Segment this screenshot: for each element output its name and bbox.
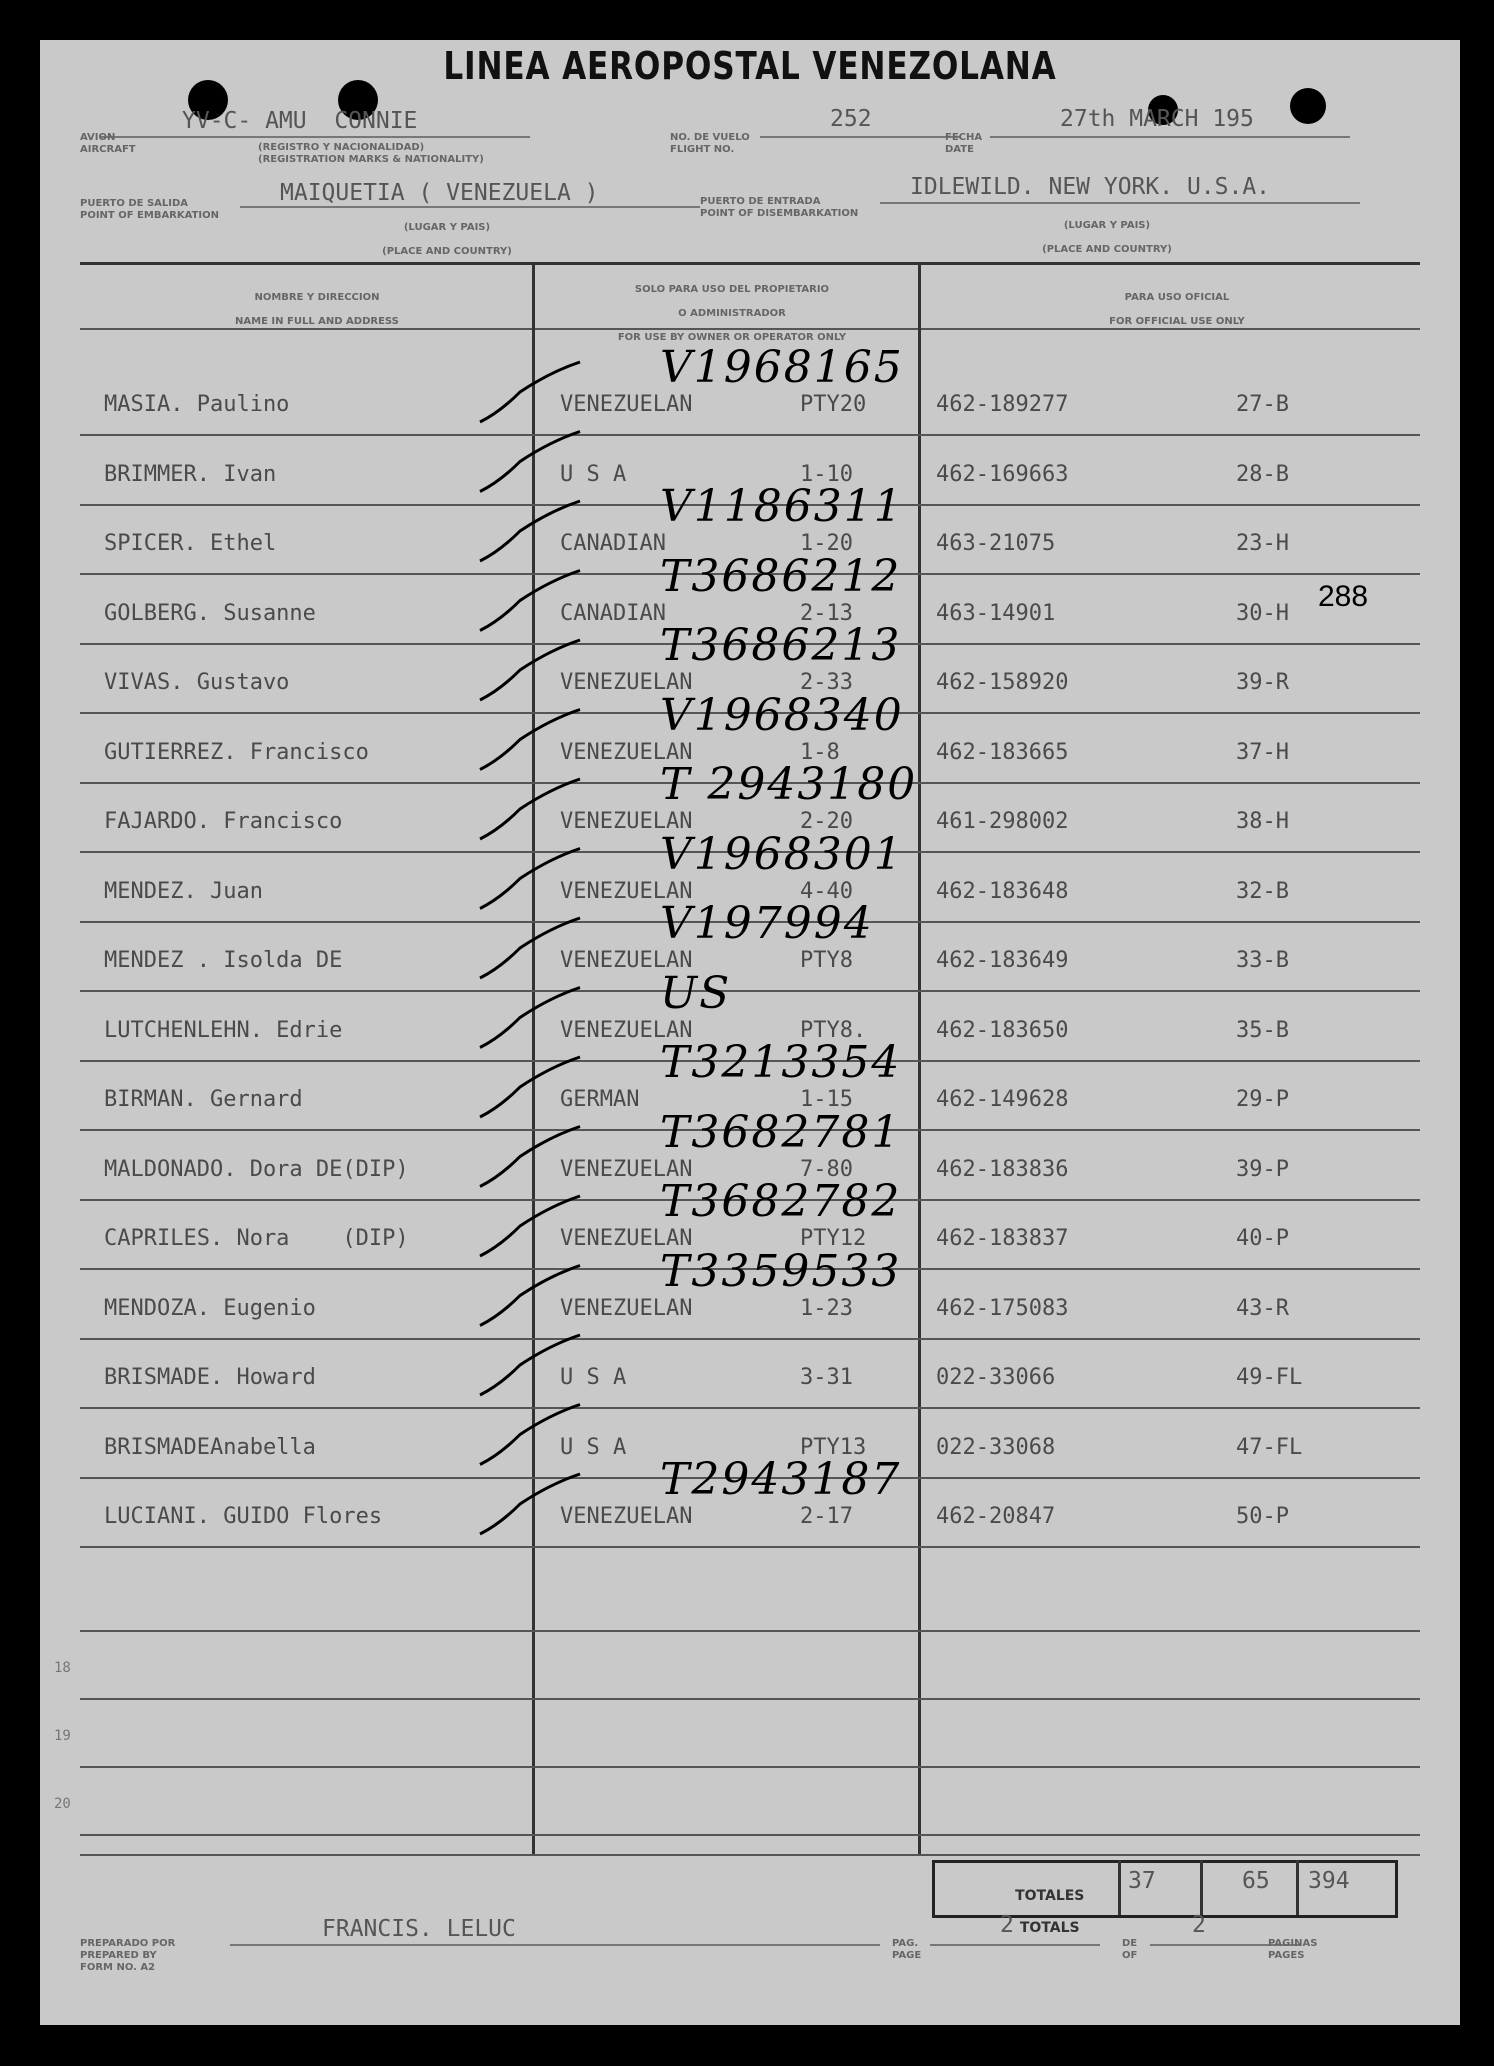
arrival-value: IDLEWILD. NEW YORK. U.S.A. [910, 174, 1271, 200]
passenger-name: MENDEZ. Juan [104, 878, 263, 904]
place-label-en: (PLACE AND COUNTRY) [382, 246, 512, 257]
ticket-number: 462-189277 [936, 392, 1069, 417]
passenger-nationality: VENEZUELAN [560, 1017, 693, 1043]
totals-label [980, 1872, 1100, 1952]
official-header-en: FOR OFFICIAL USE ONLY [1109, 316, 1245, 327]
handwritten-annotation: T3359533 [660, 1245, 902, 1297]
passenger-code: 2-13 [800, 600, 853, 626]
passenger-nationality: VENEZUELAN [560, 1295, 693, 1321]
passenger-code: 1-8 [800, 739, 840, 765]
passenger-nationality: GERMAN [560, 1087, 640, 1112]
row-separator [80, 434, 1420, 436]
official-header-es: PARA USO OFICIAL [1124, 292, 1230, 303]
row-separator [80, 990, 1420, 992]
of-value: 2 [1192, 1912, 1206, 1938]
seat-code: 32-B [1236, 878, 1289, 904]
name-header-en: NAME IN FULL AND ADDRESS [235, 316, 399, 327]
passenger-nationality: VENEZUELAN [560, 1504, 693, 1529]
handwritten-annotation: US [660, 967, 732, 1019]
ticket-number: 462-183836 [936, 1156, 1069, 1182]
passenger-name: LUCIANI. GUIDO Flores [104, 1504, 383, 1529]
row-separator [80, 1766, 1420, 1768]
passenger-nationality: VENEZUELAN [560, 878, 693, 904]
ticket-number: 462-169663 [936, 461, 1069, 487]
seat-code: 30-H [1236, 600, 1289, 626]
place-label-es: (LUGAR Y PAIS) [1063, 220, 1151, 231]
aircraft-label-es: AVION [80, 132, 116, 143]
ticket-number: 462-20847 [936, 1504, 1056, 1529]
page-label-es: PAG. [892, 1938, 919, 1949]
aircraft-underline [100, 136, 530, 138]
passenger-nationality: CANADIAN [560, 600, 666, 626]
totals-divider [1200, 1860, 1203, 1915]
passenger-name: FAJARDO. Francisco [104, 809, 343, 834]
departure-label-es: PUERTO DE SALIDA [80, 198, 189, 209]
registration-label-en: (REGISTRATION MARKS & NATIONALITY) [258, 154, 484, 165]
prepared-by-label-es: PREPARADO POR [80, 1938, 176, 1949]
handwritten-annotation: V1968301 [660, 828, 904, 880]
ticket-number: 462-183837 [936, 1226, 1069, 1251]
passenger-name: BRISMADE. Howard [104, 1365, 316, 1390]
total-value: 394 [1308, 1868, 1350, 1894]
total-value: 65 [1242, 1868, 1270, 1894]
departure-value: MAIQUETIA ( VENEZUELA ) [280, 180, 599, 206]
passenger-code: 7-80 [800, 1156, 853, 1182]
passenger-nationality: VENEZUELAN [560, 1156, 693, 1182]
seat-code: 33-B [1236, 948, 1289, 973]
registration-label-es: (REGISTRO Y NACIONALIDAD) [258, 142, 425, 153]
passenger-code: 2-20 [800, 809, 853, 834]
row-separator [80, 1338, 1420, 1340]
passenger-code: 1-10 [800, 461, 853, 487]
seat-code: 38-H [1236, 809, 1289, 834]
seat-code: 35-B [1236, 1017, 1289, 1043]
name-header-es: NOMBRE Y DIRECCION [254, 292, 380, 303]
departure-label-en: POINT OF EMBARKATION [80, 210, 220, 221]
row-separator [80, 1546, 1420, 1548]
passenger-name: MALDONADO. Dora DE(DIP) [104, 1156, 409, 1182]
handwritten-annotation: V197994 [660, 898, 874, 949]
seat-code: 43-R [1236, 1295, 1289, 1321]
date-underline [990, 136, 1350, 138]
passenger-name: BRIMMER. Ivan [104, 461, 277, 487]
passenger-nationality: U S A [560, 1434, 627, 1460]
passenger-code: 1-20 [800, 531, 853, 556]
ticket-number: 463-14901 [936, 600, 1056, 626]
passenger-nationality: VENEZUELAN [560, 1226, 693, 1251]
flight-underline [760, 136, 960, 138]
row-separator [80, 1630, 1420, 1632]
passenger-nationality: VENEZUELAN [560, 809, 693, 834]
form-number: FORM NO. A2 [80, 1962, 156, 1973]
ticket-number: 022-33068 [936, 1434, 1056, 1460]
seat-code: 40-P [1236, 1226, 1289, 1251]
aircraft-label-en: AIRCRAFT [80, 144, 136, 155]
ticket-number: 461-298002 [936, 809, 1069, 834]
column-header-name [100, 280, 520, 340]
seat-code: 27-B [1236, 392, 1289, 417]
passenger-nationality: VENEZUELAN [560, 392, 693, 417]
row-separator [80, 1407, 1420, 1409]
row-number: 20 [54, 1796, 71, 1812]
passenger-code: 3-31 [800, 1365, 853, 1390]
side-annotation-number: 288 [1318, 580, 1369, 613]
flight-number-value: 252 [830, 106, 872, 132]
passenger-name: BRISMADEAnabella [104, 1434, 316, 1460]
seat-code: 37-H [1236, 739, 1289, 765]
seat-code: 50-P [1236, 1504, 1289, 1529]
passenger-name: SPICER. Ethel [104, 531, 277, 556]
row-number: 18 [54, 1660, 71, 1676]
punch-hole [1290, 88, 1326, 124]
flight-label-es: NO. DE VUELO [670, 132, 750, 143]
totals-divider [1118, 1860, 1121, 1915]
passenger-name: CAPRILES. Nora (DIP) [104, 1226, 409, 1251]
handwritten-annotation: T3686213 [660, 620, 902, 671]
passenger-code: PTY8 [800, 948, 853, 973]
arrival-underline [880, 202, 1360, 204]
handwritten-annotation: T3682782 [660, 1176, 902, 1227]
passenger-nationality: VENEZUELAN [560, 739, 693, 765]
totals-label-es: TOTALES [1015, 1888, 1085, 1904]
manifest-sheet [40, 40, 1460, 2025]
table-bottom-border [80, 1854, 1420, 1856]
ticket-number: 462-183649 [936, 948, 1069, 973]
seat-code: 39-P [1236, 1156, 1289, 1182]
date-label-en: DATE [945, 144, 974, 155]
date-label-es: FECHA [945, 132, 983, 143]
row-separator [80, 1698, 1420, 1700]
date-value: 27th MARCH 195 [1060, 106, 1254, 132]
seat-code: 49-FL [1236, 1365, 1303, 1390]
arrival-label-es: PUERTO DE ENTRADA [700, 196, 821, 207]
handwritten-annotation: V1968165 [660, 342, 904, 393]
prepared-by-label-en: PREPARED BY [80, 1950, 157, 1961]
passenger-name: MENDOZA. Eugenio [104, 1295, 316, 1321]
passenger-name: LUTCHENLEHN. Edrie [104, 1017, 343, 1043]
owner-header-en: FOR USE BY OWNER OR OPERATOR ONLY [617, 332, 847, 343]
prepared-by-value: FRANCIS. LELUC [322, 1916, 516, 1942]
table-top-border [80, 262, 1420, 265]
row-separator [80, 1834, 1420, 1836]
passenger-code: 2-33 [800, 670, 853, 695]
pages-label-en: PAGES [1268, 1950, 1305, 1961]
ticket-number: 462-183665 [936, 739, 1069, 765]
seat-code: 23-H [1236, 531, 1289, 556]
arrival-place-label [1000, 208, 1200, 268]
passenger-nationality: U S A [560, 461, 627, 487]
handwritten-annotation: T 2943180 [660, 759, 918, 810]
flight-label-en: FLIGHT NO. [670, 144, 735, 155]
page-underline [930, 1944, 1100, 1946]
handwritten-annotation: T3686212 [660, 550, 902, 602]
handwritten-annotation: T2943187 [660, 1454, 902, 1505]
passenger-code: 2-17 [800, 1504, 853, 1529]
of-label-es: DE [1122, 1938, 1138, 1949]
passenger-name: BIRMAN. Gernard [104, 1087, 303, 1112]
handwritten-annotation: T3682781 [660, 1106, 902, 1158]
passenger-nationality: U S A [560, 1365, 627, 1390]
passenger-name: GUTIERREZ. Francisco [104, 739, 369, 765]
column-header-official [940, 280, 1400, 340]
page-value: 2 [1000, 1912, 1014, 1938]
passenger-nationality: VENEZUELAN [560, 670, 693, 695]
pages-label-es: PAGINAS [1268, 1938, 1318, 1949]
passenger-name: GOLBERG. Susanne [104, 600, 316, 626]
arrival-label-en: POINT OF DISEMBARKATION [700, 208, 859, 219]
row-number: 19 [54, 1728, 71, 1744]
owner-header-es2: O ADMINISTRADOR [678, 308, 786, 319]
departure-place-label [340, 210, 540, 270]
passenger-code: PTY12 [800, 1226, 867, 1251]
seat-code: 47-FL [1236, 1434, 1303, 1460]
passenger-code: 1-15 [800, 1087, 853, 1112]
place-label-en: (PLACE AND COUNTRY) [1042, 244, 1172, 255]
passenger-nationality: CANADIAN [560, 531, 666, 556]
aircraft-value: YV-C- AMU CONNIE [182, 108, 418, 134]
totals-divider [1296, 1860, 1299, 1915]
passenger-code: PTY8. [800, 1017, 867, 1043]
passenger-name: MENDEZ . Isolda DE [104, 948, 343, 973]
ticket-number: 462-149628 [936, 1087, 1069, 1112]
departure-underline [240, 206, 700, 208]
ticket-number: 462-183648 [936, 878, 1069, 904]
ticket-number: 463-21075 [936, 531, 1056, 556]
total-value: 37 [1128, 1868, 1156, 1894]
prepared-by-underline [230, 1944, 880, 1946]
passenger-name: MASIA. Paulino [104, 392, 290, 417]
passenger-name: VIVAS. Gustavo [104, 670, 290, 695]
handwritten-annotation: V1186311 [660, 481, 904, 532]
document-title: LINEA AEROPOSTAL VENEZOLANA [443, 44, 1057, 88]
passenger-code: 4-40 [800, 878, 853, 904]
owner-header-es: SOLO PARA USO DEL PROPIETARIO [634, 284, 830, 295]
seat-code: 28-B [1236, 461, 1289, 487]
place-label-es: (LUGAR Y PAIS) [403, 222, 491, 233]
ticket-number: 462-158920 [936, 670, 1069, 695]
passenger-code: 1-23 [800, 1295, 853, 1321]
page-label-en: PAGE [892, 1950, 922, 1961]
handwritten-annotation: V1968340 [660, 689, 904, 741]
of-label-en: OF [1122, 1950, 1138, 1961]
passenger-nationality: VENEZUELAN [560, 948, 693, 973]
handwritten-annotation: T3213354 [660, 1037, 902, 1088]
ticket-number: 462-183650 [936, 1017, 1069, 1043]
ticket-number: 022-33066 [936, 1365, 1056, 1390]
passenger-code: PTY20 [800, 392, 867, 417]
totals-label-en: TOTALS [1019, 1920, 1080, 1936]
seat-code: 29-P [1236, 1087, 1289, 1112]
passenger-code: PTY13 [800, 1434, 867, 1460]
ticket-number: 462-175083 [936, 1295, 1069, 1321]
seat-code: 39-R [1236, 670, 1289, 695]
